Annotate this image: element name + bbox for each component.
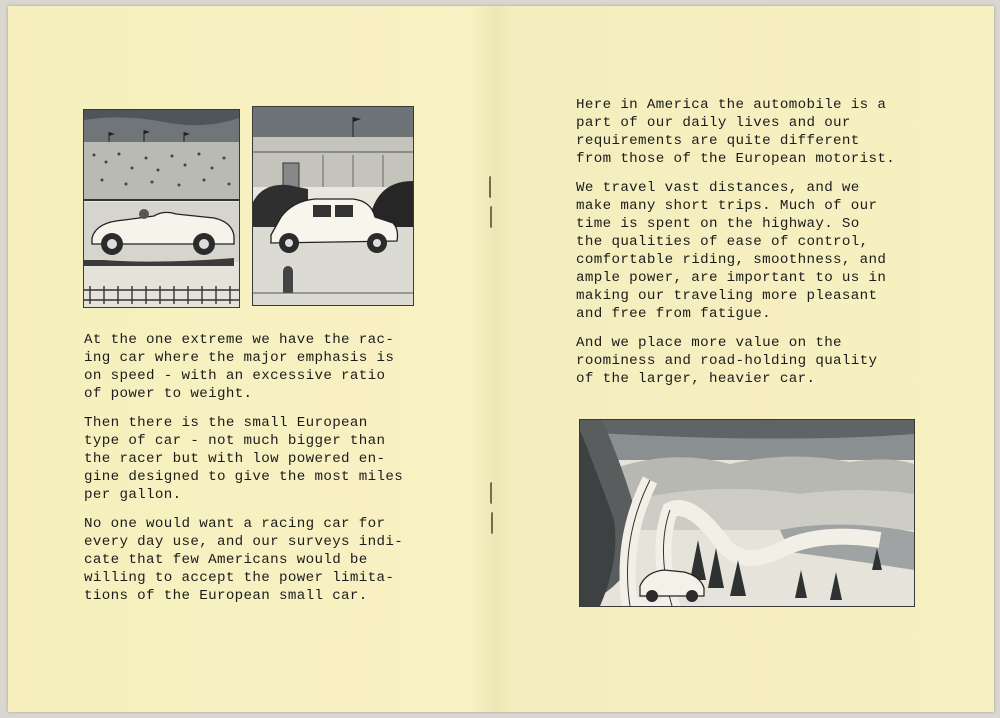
racing-car-illustration: [83, 109, 240, 308]
right-page-text: [576, 96, 986, 399]
mountain-highway-illustration: [579, 419, 915, 607]
paragraph-european-car: Then there is the small European type of car - not much bigger than the racer but with low powered en- gine designed to give the most miles per gallon.: [84, 415, 404, 503]
mountain-highway-drawing: [580, 420, 914, 606]
paragraph-racing-car: At the one extreme we have the rac- ing car where the major emphasis is on speed - with an excessive ratio of power to weight.: [84, 332, 395, 402]
staple-top-1: [489, 176, 495, 198]
brochure-spread: [8, 6, 994, 712]
left-page-text: [84, 331, 494, 616]
left-page: [8, 6, 496, 712]
paragraph-american-preference: No one would want a racing car for every day use, and our surveys indi- cate that few Americans would be willing to accept the power limita- tions of the European small car.: [84, 516, 404, 604]
racing-car-drawing: [84, 110, 239, 307]
paragraph-travel-distances: We travel vast distances, and we make many short trips. Much of our time is spent on the highway. So the qualities of ease of control, comfortable riding, smoothness, and ample power, are important to us in making our traveling more pleasant and free from fatigue.: [576, 180, 887, 322]
paragraph-american-automobile: Here in America the automobile is a part of our daily lives and our requirements are quite different from those of the European motorist.: [576, 97, 896, 167]
european-car-drawing: [253, 107, 413, 305]
right-page: [496, 6, 994, 712]
european-car-illustration: [252, 106, 414, 306]
paragraph-roominess: And we place more value on the roominess and road-holding quality of the larger, heavier car.: [576, 335, 878, 387]
